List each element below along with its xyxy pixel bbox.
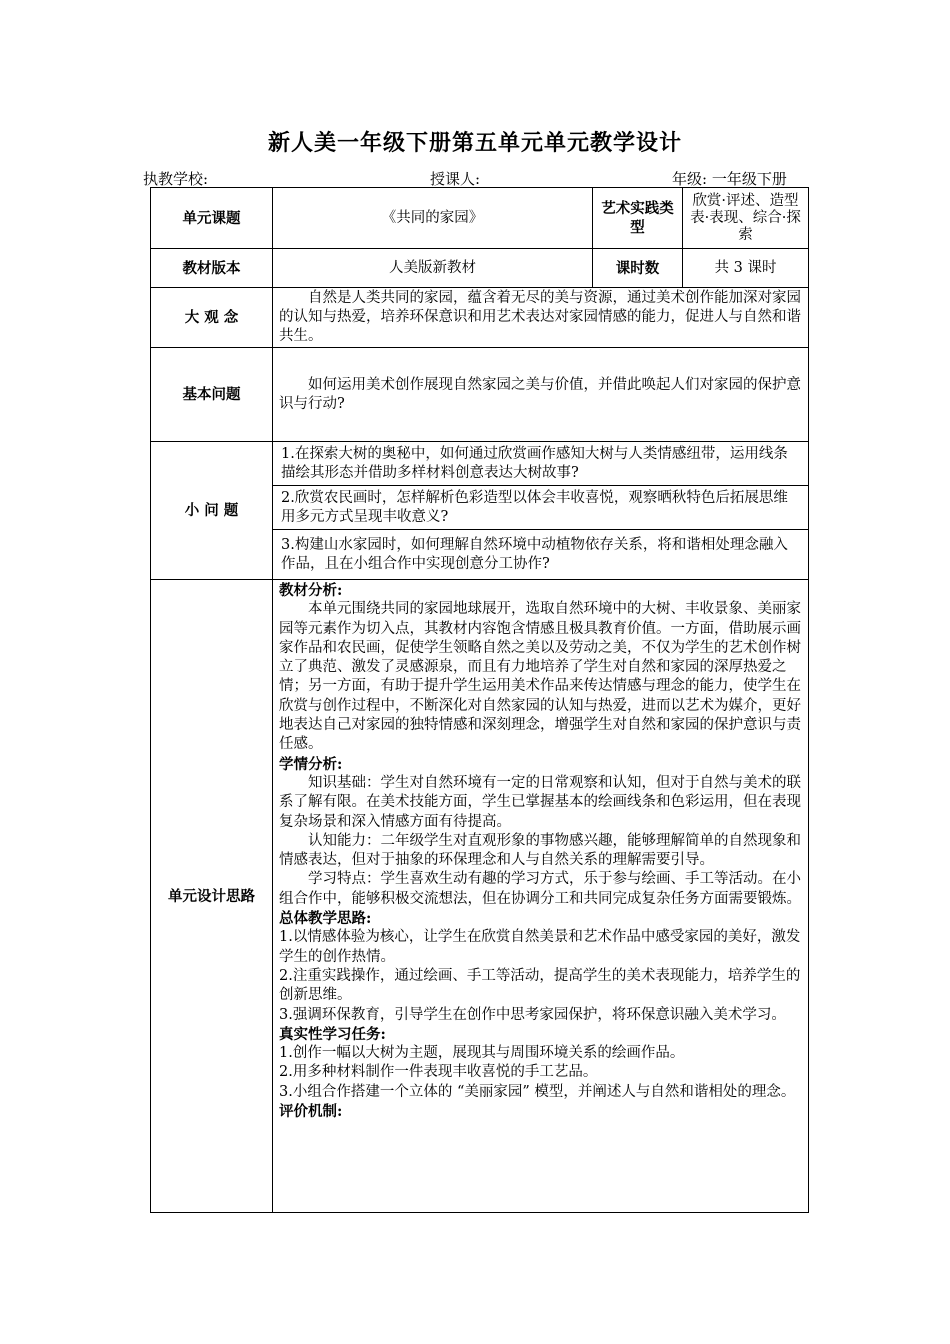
evaluation-heading: 评价机制: — [279, 1103, 343, 1121]
student-analysis-cognition: 认知能力：二年级学生对直观形象的事物感兴趣，能够理解简单的自然现象和情感表达，但对于抽象的环保理念和人与自然关系的理解需要引导。 — [279, 832, 801, 869]
row-small-question-1 — [151, 442, 809, 486]
student-analysis-heading: 学情分析: — [279, 755, 343, 773]
small-questions-label: 小 问 题 — [151, 442, 273, 580]
basic-question-label: 基本问题 — [151, 348, 273, 442]
small-question-2: 2.欣赏农民画时，怎样解析色彩造型以体会丰收喜悦，观察晒秋特色后拓展思维用多元方式呈现丰收意义? — [273, 486, 809, 530]
small-question-3: 3.构建山水家园时，如何理解自然环境中动植物依存关系，将和谐相处理念融入作品，且在小组合作中实现创意分工协作? — [273, 530, 809, 580]
row-unit-topic — [151, 188, 809, 249]
lesson-count-value: 共 3 课时 — [683, 249, 809, 288]
art-practice-type-value: 欣赏·评述、造型表·表现、综合·探索 — [683, 188, 809, 249]
unit-topic-label: 单元课题 — [151, 188, 273, 249]
student-analysis-learning: 学习特点：学生喜欢生动有趣的学习方式，乐于参与绘画、手工等活动。在小组合作中，能够积极交流想法，但在协调分工和共同完成复杂任务方面需要锻炼。 — [279, 871, 801, 907]
unit-design-table — [150, 187, 809, 1213]
overall-approach-item: 1.以情感体验为核心，让学生在欣赏自然美景和艺术作品中感受家园的美好，激发学生的创作热情。 — [279, 929, 801, 965]
overall-approach-item: 2.注重实践操作，通过绘画、手工等活动，提高学生的美术表现能力，培养学生的创新思维。 — [279, 967, 801, 1004]
learning-tasks-heading: 真实性学习任务: — [279, 1025, 386, 1043]
lesson-count-label: 课时数 — [593, 249, 683, 288]
student-analysis-knowledge: 知识基础：学生对自然环境有一定的日常观察和认知，但对于自然与美术的联系了解有限。在美术技能方面，学生已掌握基本的绘画线条和色彩运用，但在表现复杂场景和深入情感方面有待提高。 — [279, 774, 801, 830]
textbook-version-label: 教材版本 — [151, 249, 273, 288]
school-label: 执教学校: — [143, 170, 209, 188]
learning-task-item: 2.用多种材料制作一件表现丰收喜悦的手工艺品。 — [279, 1064, 598, 1081]
row-design-approach — [151, 580, 809, 1213]
design-approach-label: 单元设计思路 — [151, 580, 273, 1213]
unit-topic-value: 《共同的家园》 — [273, 188, 593, 249]
grade-label: 年级: 一年级下册 — [672, 170, 787, 188]
textbook-analysis-text: 本单元围绕共同的家园地球展开，选取自然环境中的大树、丰收景象、美丽家园等元素作为切入点，其教材内容饱含情感且极具教育价值。一方面，借助展示画家作品和农民画，促使学生领略自然之美以及劳动之美，不仅为学生的艺术创作树立了典范、激发了灵感源泉，而且有力地培养了学生对自然和家园的深厚热爱之情；另一方面，有助于提升学生运用美术作品来传达情感与理念的能力，使学生在欣赏与创作过程中，不断深化对自然家园的认知与热爱，进而以艺术为媒介，更好地表达自己对家园的独特情感和深刻理念，增强学生对自然和家园的保护意识与责任感。 — [279, 601, 801, 753]
page-title: 新人美一年级下册第五单元单元教学设计 — [267, 130, 682, 156]
big-idea-label: 大 观 念 — [151, 288, 273, 348]
row-big-idea — [151, 288, 809, 348]
basic-question-text: 如何运用美术创作展现自然家园之美与价值，并借此唤起人们对家园的保护意识与行动? — [273, 348, 809, 442]
design-approach-content — [273, 580, 809, 1213]
small-question-1: 1.在探索大树的奥秘中，如何通过欣赏画作感知大树与人类情感纽带，运用线条描绘其形态并借助多样材料创意表达大树故事? — [273, 442, 809, 486]
big-idea-text: 自然是人类共同的家园，蕴含着无尽的美与资源，通过美术创作能加深对家园的认知与热爱，培养环保意识和用艺术表达对家园情感的能力，促进人与自然和谐共生。 — [273, 288, 809, 348]
learning-task-item: 1.创作一幅以大树为主题，展现其与周围环境关系的绘画作品。 — [279, 1045, 685, 1062]
overall-approach-item: 3.强调环保教育，引导学生在创作中思考家园保护，将环保意识融入美术学习。 — [279, 1006, 786, 1023]
learning-task-item: 3.小组合作搭建一个立体的 “美丽家园” 模型，并阐述人与自然和谐相处的理念。 — [279, 1083, 796, 1100]
textbook-version-value: 人美版新教材 — [273, 249, 593, 288]
textbook-analysis-heading: 教材分析: — [279, 582, 343, 599]
row-textbook-version — [151, 249, 809, 288]
row-basic-question — [151, 348, 809, 442]
teacher-label: 授课人: — [430, 170, 481, 188]
overall-approach-heading: 总体教学思路: — [279, 910, 372, 928]
art-practice-type-label: 艺术实践类型 — [593, 188, 683, 249]
